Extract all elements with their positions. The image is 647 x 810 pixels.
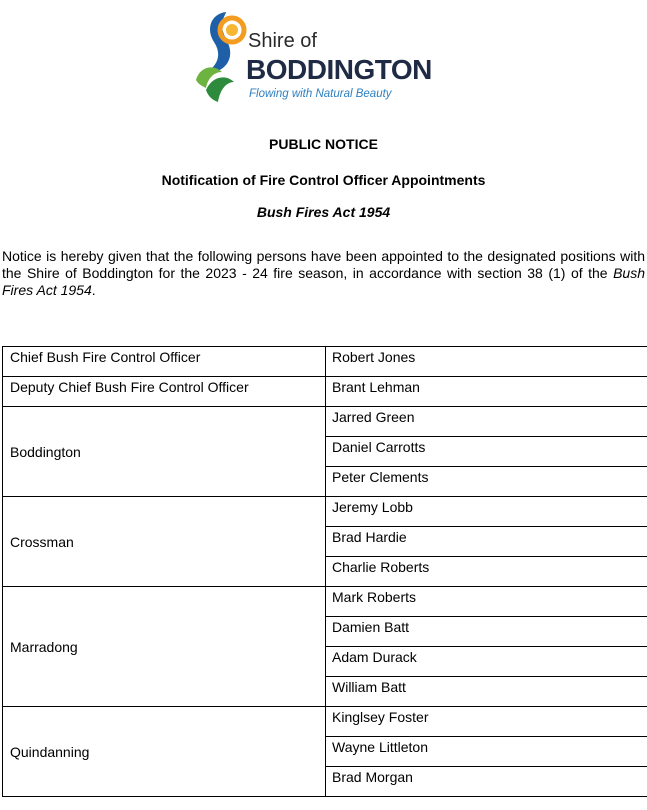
officer-name-cell: Brant Lehman [326,377,647,407]
officer-name-cell: Mark Roberts [326,587,647,617]
notice-paragraph [2,248,645,299]
officer-name-cell: Kinglsey Foster [326,707,647,737]
position-cell: Chief Bush Fire Control Officer [3,347,326,377]
logo-tagline: Flowing with Natural Beauty [249,88,392,100]
notice-paragraph-end: . [91,282,96,298]
position-cell: Marradong [3,587,326,707]
notice-heading: PUBLIC NOTICE [269,136,378,152]
table-row [3,377,647,407]
table-row [3,347,647,377]
roster-body [3,347,647,797]
officer-name-cell: Brad Morgan [326,767,647,797]
officer-name-cell: Brad Hardie [326,527,647,557]
officer-name-cell: William Batt [326,677,647,707]
notice-paragraph-text: Notice is hereby given that the following persons have been appointed to the designated positions with the Shire of Boddington for the 2023 - 24 fire season, in accordance with section 38 (1) of the [2,248,645,281]
position-cell: Quindanning [3,707,326,797]
shire-logo [192,8,462,106]
officer-name-cell: Damien Batt [326,617,647,647]
notice-act-title: Bush Fires Act 1954 [256,204,391,220]
position-cell: Crossman [3,497,326,587]
table-row [3,587,647,617]
officer-name-cell: Peter Clements [326,467,647,497]
table-row [3,497,647,527]
position-cell: Boddington [3,407,326,497]
officer-roster-table [2,346,647,797]
table-row [3,407,647,437]
officer-name-cell: Jeremy Lobb [326,497,647,527]
officer-name-cell: Charlie Roberts [326,557,647,587]
shire-logo-mark-icon [192,8,252,106]
officer-name-cell: Adam Durack [326,647,647,677]
table-row [3,707,647,737]
officer-name-cell: Jarred Green [326,407,647,437]
notice-subheading: Notification of Fire Control Officer Appointments [161,172,486,188]
officer-name-cell: Robert Jones [326,347,647,377]
officer-name-cell: Wayne Littleton [326,737,647,767]
notice-paragraph-act: Bush Fires Act 1954 [2,265,645,298]
logo-shire-text: Shire of [248,30,317,52]
logo-town-text: BODDINGTON [246,54,432,85]
officer-name-cell: Daniel Carrotts [326,437,647,467]
position-cell: Deputy Chief Bush Fire Control Officer [3,377,326,407]
